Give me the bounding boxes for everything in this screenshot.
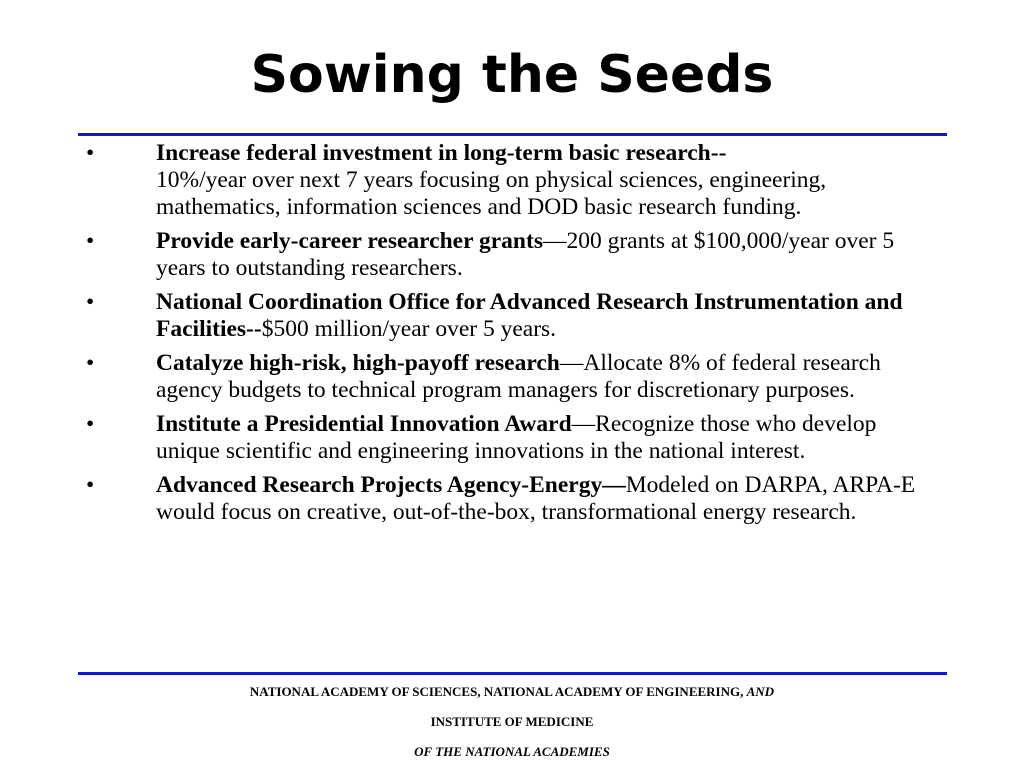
bullet-text: $500 million/year over 5 years. (261, 316, 557, 342)
bullet-item (0, 472, 1024, 526)
bullet-marker: • (86, 350, 95, 376)
top-divider (78, 133, 947, 136)
bullet-heading: Institute a Presidential Innovation Award (156, 411, 572, 437)
bullet-text: —Allocate 8% of federal research agency budgets to technical program managers for discretionary purposes. (156, 350, 881, 403)
bullet-text: Modeled on DARPA, ARPA-E would focus on creative, out-of-the-box, transformational energy research. (156, 472, 916, 525)
bullet-item (0, 411, 1024, 465)
bullet-marker: • (86, 289, 95, 315)
bullet-marker: • (86, 411, 95, 437)
bullet-text: 10%/year over next 7 years focusing on physical sciences, engineering, mathematics, information sciences and DOD basic research funding. (156, 167, 827, 220)
bullet-marker: • (86, 472, 95, 498)
footer-line-3: OF THE NATIONAL ACADEMIES (414, 744, 610, 759)
bullet-heading: Advanced Research Projects Agency-Energy— (156, 472, 626, 498)
bullet-item (0, 350, 1024, 404)
slide-title: Sowing the Seeds (250, 45, 774, 105)
bullet-heading: Increase federal investment in long-term basic research-- (156, 140, 727, 166)
footer-academies: NATIONAL ACADEMY OF SCIENCES, NATIONAL ACADEMY OF ENGINEERING, (249, 684, 747, 699)
bullet-heading: National Coordination Office for Advanced Research Instrumentation and Facilities-- (156, 289, 903, 342)
bullet-text: —200 grants at $100,000/year over 5 years to outstanding researchers. (156, 228, 895, 281)
bullet-item (0, 289, 1024, 343)
bullet-marker: • (86, 228, 95, 254)
bullet-item (0, 140, 1024, 221)
bottom-divider (78, 672, 947, 675)
footer-line-2: INSTITUTE OF MEDICINE (430, 714, 594, 729)
bullet-heading: Catalyze high-risk, high-payoff research (156, 350, 560, 376)
footer-line-1 (0, 684, 1024, 700)
bullet-marker: • (86, 140, 95, 166)
bullet-text: —Recognize those who develop unique scientific and engineering innovations in the national interest. (156, 411, 877, 464)
bullet-list (0, 140, 1024, 533)
bullet-item (0, 228, 1024, 282)
bullet-heading: Provide early-career researcher grants (156, 228, 543, 254)
footer-and: AND (746, 684, 775, 699)
